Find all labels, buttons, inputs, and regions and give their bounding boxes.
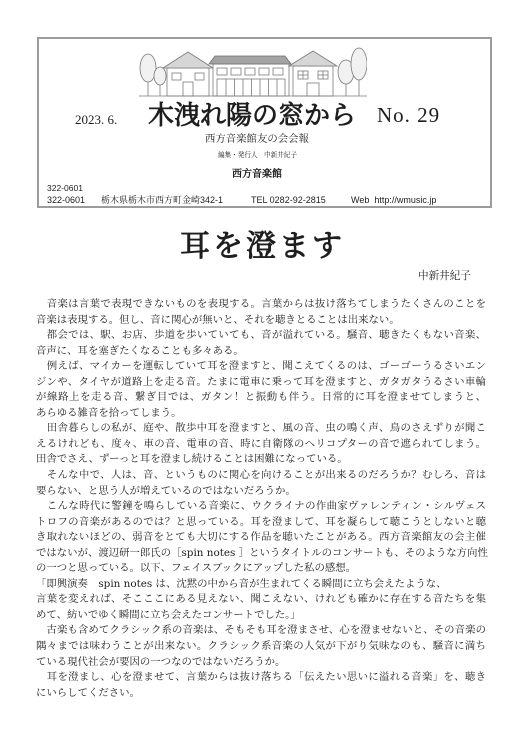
text-line: 音楽は表現する。但し、音に関心が無いと、それを聴きとることは出来ない。 [36,313,400,326]
text-line: 田舎暮らしの私が、庭や、散歩中耳を澄ますと、風の音、虫の鳴く声、鳥のさえずりが聞こ [36,422,486,435]
paragraph [36,499,486,577]
text-line: そんな中で、人は、音、というものに関心を向けることが出来るのだろうか？むしろ、音は [36,469,486,482]
hall-window [245,68,255,75]
organization-name: 西方音楽館 [232,169,282,180]
house-window [172,73,181,80]
text-line: 要らない、と思う人が増えているのではないだろうか。 [36,484,296,497]
article-author: 中新井紀子 [418,270,471,282]
text-line: ている現代社会が要因の一つなのではないだろうか。 [36,655,286,668]
house-roof [163,52,213,68]
hall-window [273,68,283,75]
newsletter-subtitle: 西方音楽館友の会会報 [205,134,309,145]
hall-sliding-doors [217,79,285,96]
text-line: こんな時代に警鐘を鳴らしている音楽に、ウクライナの作曲家ヴァレンティン・シルヴェス [36,500,486,513]
editor-publisher: 編集・発行人 中新井紀子 [218,152,298,159]
hall-roof [209,56,291,64]
paragraph [36,297,486,328]
paragraph [36,328,486,359]
text-line: 古楽も含めてクラシック系の音楽は、そもそも耳を澄まさせ、心を澄ませないと、その音楽の [36,624,486,637]
hall-window [231,68,241,75]
storehouse-door [307,83,319,96]
newsletter-title: 木洩れ陽の窓から [148,101,357,131]
quote-paragraph [36,577,486,624]
text-line: き取れないほどの、弱音をとても大切にする作品を聴いたことがある。西方音楽館友の会主催 [36,531,486,544]
text-line: あらゆる雑音を拾ってしまう。 [36,406,182,419]
text-line: にいらしてください。 [36,686,140,699]
contact-website: Web http://wmusic.jp [351,195,437,205]
paragraph [36,670,486,701]
article-title: 耳を澄ます [180,229,345,264]
paragraph [36,623,486,670]
hall-window [259,68,269,75]
text-line: 言葉を変えれば、そこここにある見えない、聞こえない、けれども確かに存在する音たちを集 [36,593,486,606]
text-line: えるけれども、度々、車の音、電車の音、時に自衛隊のヘリコプターの音で遮られてしまう。 [36,437,486,450]
postal-code: 322-0601 [47,183,83,193]
hall-window [217,68,227,75]
text-line: 都会では、駅、お店、歩道を歩いていても、音が溢れている。騒音、聴きたくもない音楽、 [36,329,486,342]
masthead-illustration [139,46,367,98]
text-line: 耳を澄まし、心を澄ませて、言葉からは抜け落ちる「伝えたい思いに溢れる音楽」を、聴き [36,671,486,684]
text-line: 音声に、耳を塞ぎたくなることも多々ある。 [36,344,244,357]
tree-canopy [351,48,367,80]
house-window [195,73,204,80]
contact-phone: TEL 0282-92-2815 [251,195,326,205]
text-line: 隅々までは味わうことが出来ない。クラシック系音楽の人気が下がり気味なのも、騒音に満ち [36,640,486,653]
text-line: ではないが、渡辺研一郎氏の［spin notes ］というタイトルのコンサートも、そのような方向性 [36,546,488,559]
text-line: ジンや、タイヤが道路上を走る音。たまに電車に乗って耳を澄ますと、ガタガタうるさい車輪 [36,375,486,388]
text-line: めて、紡いでゆく瞬間に立ち会えたコンサートでした。」 [36,608,301,621]
text-line: 「即興演奏 spin notes は、沈黙の中から音が生まれてくる瞬間に立ち会えたような、 [36,577,447,590]
text-line: トロフの音楽があるのでは？と思っている。耳を澄まして、耳を凝らして聴こうとしないと聴 [36,515,486,528]
contact-postal-code: 322-0601 [47,195,86,205]
article-body [36,297,486,701]
text-line: 例えば、マイカーを運転していて耳を澄ますと、聞こえてくるのは、ゴーゴーうるさいエン [36,360,486,373]
paragraph [36,468,486,499]
house-door [183,82,193,96]
storehouse-roof [289,51,337,66]
tree-canopy [154,67,166,85]
text-line: の一つと思っている。以下、フェイスブックにアップした私の感想。 [36,562,357,575]
paragraph [36,359,486,421]
issue-date: 2023. 6. [75,112,118,127]
issue-number: No. 29 [377,103,441,127]
text-line: 音楽は言葉で表現できないものを表現する。言葉からは抜け落ちてしまうたくさんのことを [36,298,486,310]
paragraph [36,421,486,468]
text-line: が線路上を走る音、繋ぎ目では、ガタン！と振動も伴う。日常的に耳を澄ませてしまうと、 [36,391,486,404]
contact-address: 栃木県栃木市西方町金崎342-1 [101,195,224,205]
tree-canopy [140,54,156,82]
text-line: 田舎でさえ、ずーっと耳を澄まし続けることは困難になっている。 [36,453,348,466]
